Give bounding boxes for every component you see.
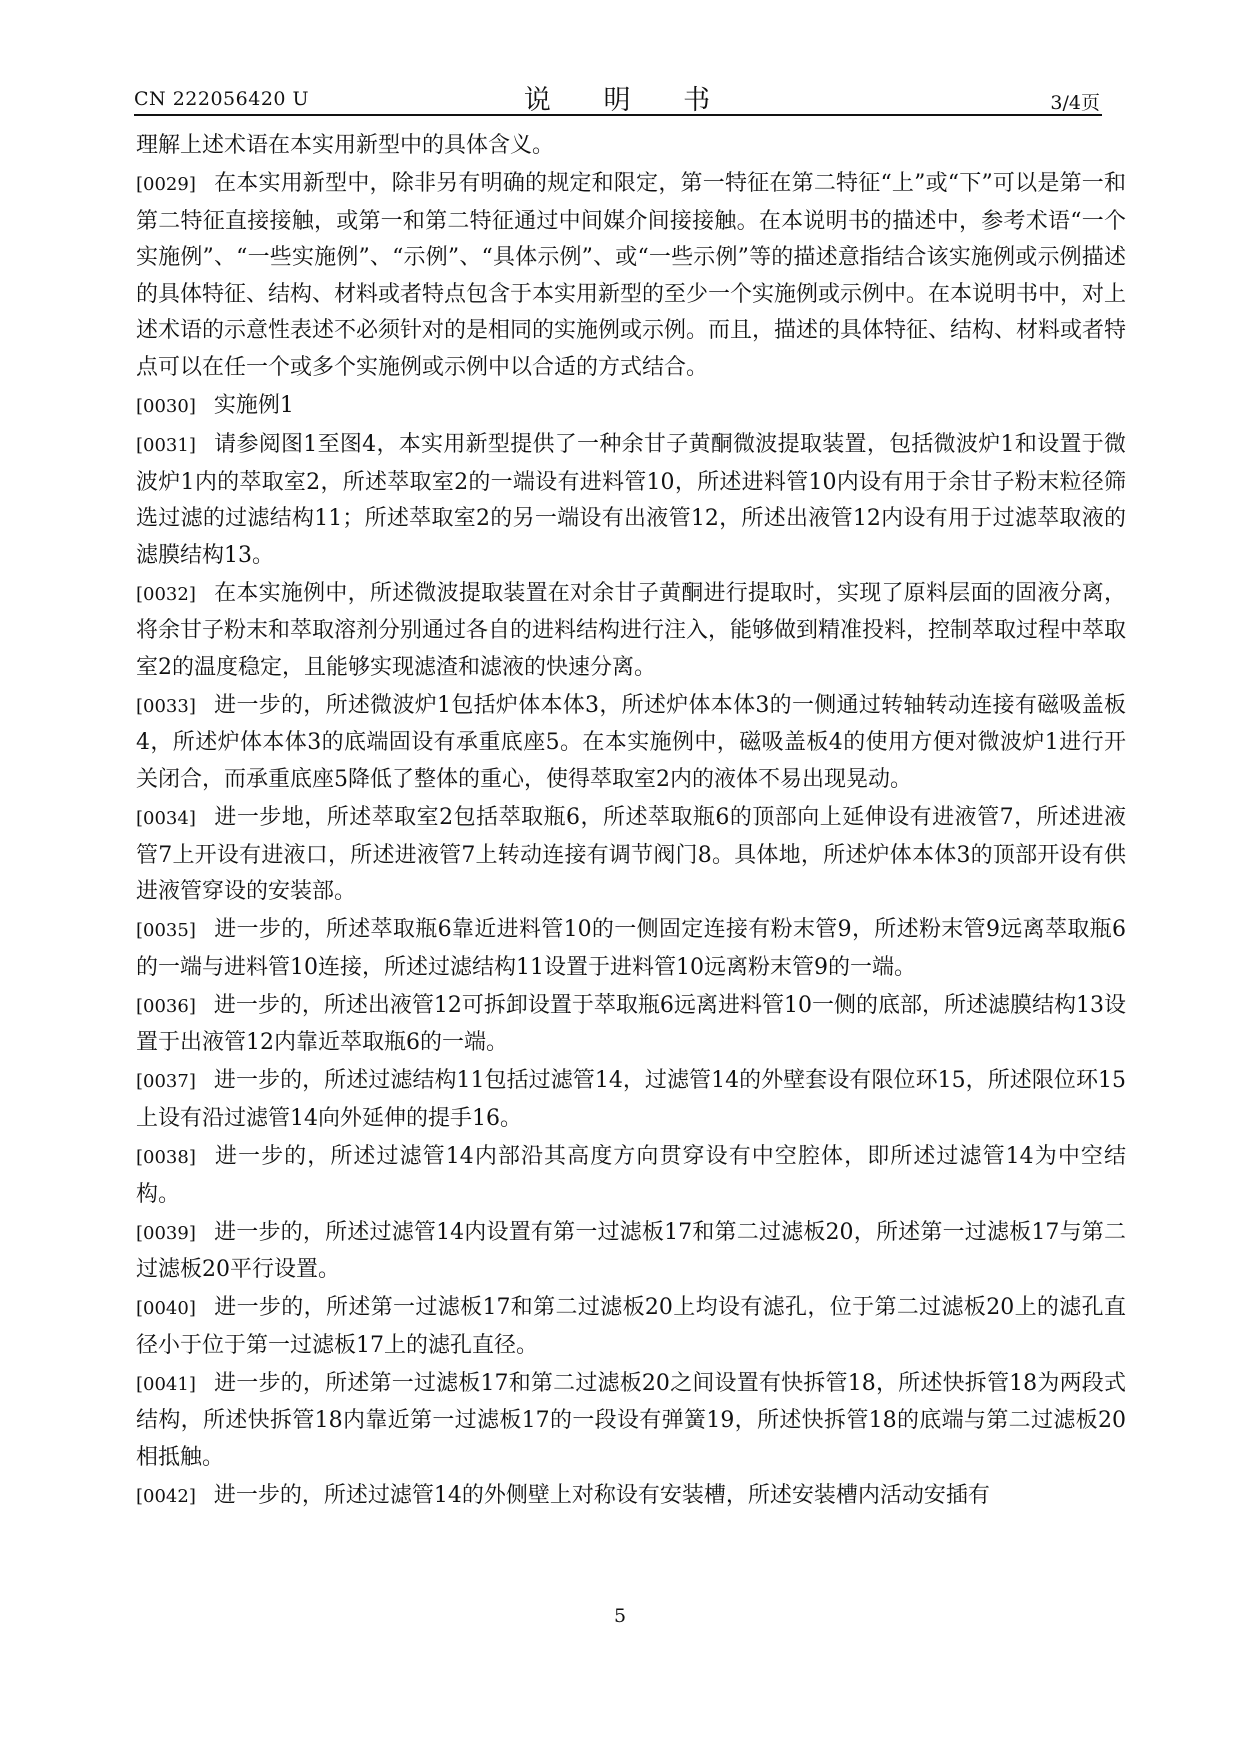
paragraph	[136, 166, 1126, 387]
paragraph-number: [0037]	[136, 1071, 196, 1093]
paragraph-number: [0034]	[136, 808, 196, 830]
paragraph-text: 理解上述术语在本实用新型中的具体含义。	[136, 133, 555, 158]
patent-number: CN 222056420 U	[134, 88, 310, 110]
page-number: 5	[613, 1605, 627, 1627]
paragraph-number: [0033]	[136, 695, 196, 717]
paragraph	[136, 1290, 1126, 1364]
paragraph-text: 进一步地，所述萃取室2包括萃取瓶6，所述萃取瓶6的顶部向上延伸设有进液管7，所述进液管7上开设有进液口，所述进液管7上转动连接有调节阀门8。具体地，所述炉体本体3的顶部开设有供进液管穿设的安装部。	[136, 805, 1126, 905]
paragraph	[136, 388, 1126, 426]
paragraph-text: 实施例1	[213, 392, 294, 418]
paragraph-text: 在本实用新型中，除非另有明确的规定和限定，第一特征在第二特征“上”或“下”可以是第一和第二特征直接接触，或第一和第二特征通过中间媒介间接接触。在本说明书的描述中，参考术语“一个实施例”、“一些实施例”、“示例”、“具体示例”、或“一些示例”等的描述意指结合该实施例或示例描述的具体特征、结构、材料或者特点包含于本实用新型的至少一个实施例或示例中。在本说明书中，对上述术语的示意性表述不必须针对的是相同的实施例或示例。而且，描述的具体特征、结构、材料或者特点可以在任一个或多个实施例或示例中以合适的方式结合。	[136, 170, 1127, 380]
paragraph	[136, 1366, 1126, 1477]
paragraph	[136, 427, 1126, 574]
paragraph	[136, 128, 1126, 165]
paragraph	[136, 1063, 1126, 1137]
paragraph-text: 进一步的，所述微波炉1包括炉体本体3，所述炉体本体3的一侧通过转轴转动连接有磁吸盖板4，所述炉体本体3的底端固设有承重底座5。在本实施例中，磁吸盖板4的使用方便对微波炉1进行开关闭合，而承重底座5降低了整体的重心，使得萃取室2内的液体不易出现晃动。	[136, 692, 1126, 793]
paragraph-text: 进一步的，所述过滤管14内设置有第一过滤板17和第二过滤板20，所述第一过滤板17与第二过滤板20平行设置。	[136, 1219, 1126, 1283]
paragraph	[136, 1215, 1126, 1289]
header-divider	[134, 114, 1102, 116]
paragraph-text: 进一步的，所述过滤管14内部沿其高度方向贯穿设有中空腔体，即所述过滤管14为中空结构。	[136, 1143, 1126, 1207]
paragraph-text: 进一步的，所述萃取瓶6靠近进料管10的一侧固定连接有粉末管9，所述粉末管9远离萃取瓶6的一端与进料管10连接，所述过滤结构11设置于进料管10远离粉末管9的一端。	[136, 917, 1126, 980]
paragraph	[136, 912, 1126, 986]
paragraph-text: 进一步的，所述过滤管14的外侧壁上对称设有安装槽，所述安装槽内活动安插有	[213, 1482, 990, 1508]
page-indicator: 3/4页	[1050, 92, 1100, 114]
paragraph-number: [0038]	[136, 1146, 196, 1168]
paragraph-number: [0040]	[136, 1298, 196, 1320]
paragraph	[136, 1139, 1126, 1213]
paragraph-number: [0039]	[136, 1222, 196, 1244]
paragraph-text: 进一步的，所述第一过滤板17和第二过滤板20上均设有滤孔，位于第二过滤板20上的滤孔直径小于位于第一过滤板17上的滤孔直径。	[136, 1295, 1126, 1358]
paragraph-text: 请参阅图1至图4，本实用新型提供了一种余甘子黄酮微波提取装置，包括微波炉1和设置于微波炉1内的萃取室2，所述萃取室2的一端设有进料管10，所述进料管10内设有用于余甘子粉末粒径筛选过滤的过滤结构11；所述萃取室2的另一端设有出液管12，所述出液管12内设有用于过滤萃取液的滤膜结构13。	[136, 431, 1126, 568]
paragraph-number: [0030]	[136, 395, 196, 417]
paragraph	[136, 1478, 1126, 1516]
paragraph-number: [0035]	[136, 920, 196, 942]
paragraph-number: [0041]	[136, 1373, 196, 1395]
paragraph-text: 进一步的，所述出液管12可拆卸设置于萃取瓶6远离进料管10一侧的底部，所述滤膜结构13设置于出液管12内靠近萃取瓶6的一端。	[136, 992, 1126, 1056]
paragraph	[136, 800, 1126, 911]
paragraph-number: [0036]	[136, 995, 196, 1017]
paragraph-number: [0029]	[136, 173, 196, 195]
paragraph-number: [0031]	[136, 434, 196, 456]
paragraph-text: 在本实施例中，所述微波提取装置在对余甘子黄酮进行提取时，实现了原料层面的固液分离，将余甘子粉末和萃取溶剂分别通过各自的进料结构进行注入，能够做到精准投料，控制萃取过程中萃取室2的温度稳定，且能够实现滤渣和滤液的快速分离。	[136, 580, 1127, 680]
paragraph-number: [0042]	[136, 1485, 196, 1507]
paragraph-text: 进一步的，所述第一过滤板17和第二过滤板20之间设置有快拆管18，所述快拆管18为两段式结构，所述快拆管18内靠近第一过滤板17的一段设有弹簧19，所述快拆管18的底端与第二过滤板20相抵触。	[136, 1370, 1126, 1470]
paragraph	[136, 576, 1126, 687]
page-header	[134, 78, 1100, 116]
document-body	[136, 128, 1126, 1517]
paragraph-text: 进一步的，所述过滤结构11包括过滤管14，过滤管14的外壁套设有限位环15，所述限位环15上设有沿过滤管14向外延伸的提手16。	[136, 1068, 1126, 1131]
document-title: 说 明 书	[523, 85, 733, 116]
paragraph	[136, 688, 1126, 799]
paragraph	[136, 988, 1126, 1062]
paragraph-number: [0032]	[136, 583, 196, 605]
